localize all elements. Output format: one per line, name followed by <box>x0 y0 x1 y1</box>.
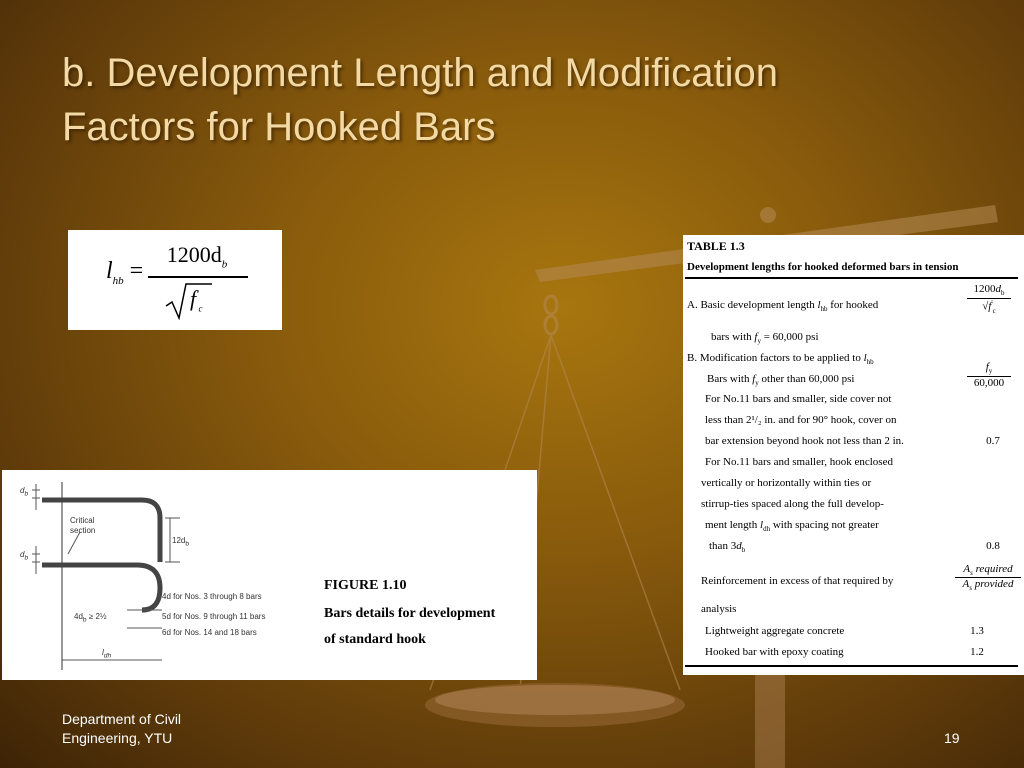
slide-title <box>62 46 962 154</box>
title-line-1: b. Development Length and Modification <box>62 51 779 95</box>
table-title: TABLE 1.3 <box>687 239 745 253</box>
row-b4-val-den-sym: A <box>962 578 970 591</box>
label-5db-note: 5d for Nos. 9 through 11 bars <box>162 612 266 621</box>
hook-drawing <box>2 470 312 680</box>
row-b <box>687 352 874 366</box>
row-b2-line-1: For No.11 bars and smaller, side cover not <box>705 393 892 405</box>
row-b3-line-4-pre: ment length <box>705 519 758 531</box>
row-b-symbol: l <box>863 352 867 364</box>
row-a-cont-pre: bars with <box>711 331 752 343</box>
row-b4-val-num-post: required <box>975 563 1013 575</box>
row-b4-val-num-sub: s <box>970 569 973 578</box>
figure-caption-line-3: of standard hook <box>324 632 426 647</box>
label-4db-note: 4d for Nos. 3 through 8 bars <box>162 592 262 601</box>
row-a-cont-fy-sub: y <box>757 337 761 346</box>
row-a-tail: for hooked <box>830 299 879 311</box>
row-b-symbol-sub: hb <box>866 358 874 367</box>
row-a-value: $1200d_b$ $√f'_c$ <box>959 283 1019 315</box>
row-a-label: A. Basic development length <box>687 299 815 311</box>
label-12db: 12d <box>172 536 186 545</box>
table-top-rule <box>685 277 1018 279</box>
row-b5-value: 1.3 <box>970 625 984 637</box>
figure-caption-line-2: Bars details for development <box>324 606 496 621</box>
row-b2-value: 0.7 <box>986 435 1000 447</box>
footer-line-1: Department of Civil <box>62 711 182 727</box>
row-b3-line-4-post: with spacing not greater <box>772 519 879 531</box>
formula-lhs-sub: hb <box>112 274 124 287</box>
row-b1-pre: Bars with <box>707 373 750 385</box>
row-a-cont-post: = 60,000 psi <box>763 331 819 343</box>
table-bottom-rule <box>685 665 1018 667</box>
row-a-val-den-sym: f <box>988 300 992 313</box>
label-6db-note: 6d for Nos. 14 and 18 bars <box>162 628 257 637</box>
fraction-bar <box>148 276 248 278</box>
row-b6-value: 1.2 <box>970 646 984 658</box>
row-b3-line-5 <box>709 540 745 554</box>
row-b-label: B. Modification factors to be applied to <box>687 352 861 364</box>
development-length-table <box>683 235 1024 675</box>
row-b3-line-4 <box>705 519 879 533</box>
square-root-sign <box>164 280 214 320</box>
formula-denominator-sub: c <box>198 303 203 314</box>
row-b1-val-num: f <box>985 361 989 373</box>
footer-department <box>62 710 181 748</box>
row-b3-line-5-sym: d <box>736 540 742 552</box>
row-b3-line-4-sub: dh <box>763 525 771 534</box>
row-b1-post: other than 60,000 psi <box>761 373 855 385</box>
row-b4-val-den-sub: s <box>969 584 972 593</box>
row-b2-line-2: less than 2¹/₂ in. and for 90° hook, cover on <box>705 414 897 426</box>
label-ldh-sub: dh <box>103 652 112 660</box>
row-b3-line-1: For No.11 bars and smaller, hook enclosed <box>705 456 893 468</box>
row-a-symbol-sub: hb <box>820 305 828 314</box>
row-b3-line-4-sym: l <box>760 519 764 531</box>
row-b3-line-5-pre: than 3 <box>709 540 737 552</box>
row-b1 <box>707 373 854 387</box>
row-a-cont-fy: f <box>754 331 758 343</box>
row-a-continued <box>711 331 819 345</box>
row-a-val-num-sym: d <box>995 283 1001 295</box>
row-b1-val-num-sub: y <box>988 367 993 376</box>
formula-numerator-sub: b <box>221 258 228 271</box>
row-a-val-den-prime: ' <box>991 299 993 308</box>
row-b2-line-3: bar extension beyond hook not less than 2 in. <box>705 435 904 447</box>
label-db-mid: d <box>20 550 25 559</box>
label-4db-min: 4d <box>74 612 83 621</box>
formula-lhs: l <box>106 258 113 284</box>
row-b3-line-5-sub: b <box>741 546 746 555</box>
footer-line-2: Engineering, YTU <box>62 730 173 746</box>
row-a-val-num: 1200 <box>973 283 996 295</box>
row-b3-line-3: stirrup-ties spaced along the full develop- <box>701 498 884 510</box>
title-line-2: Factors for Hooked Bars <box>62 105 496 149</box>
row-b4-val-num-sym: A <box>963 563 971 575</box>
row-b1-fy-sub: y <box>755 379 759 388</box>
row-b4-line-1: Reinforcement in excess of that required by <box>701 575 894 587</box>
row-b3-value: 0.8 <box>986 540 1000 552</box>
row-a-symbol: l <box>817 299 821 311</box>
label-critical: Critical <box>70 516 95 525</box>
page-number: 19 <box>944 730 960 746</box>
row-b1-fy: f <box>752 373 756 385</box>
row-b1-value <box>959 361 1019 389</box>
row-a-val-num-sub: b <box>1001 289 1005 298</box>
hook-detail-figure: $d_b$ $d_b$ Critical section $12d_b$ $4d_b$ ≥ 2½ 4d for Nos. 3 through 8 bars 5d for Nos. 9 through 11 bars 6d for Nos. 14 and 18 bars $l_{dh}$ FIGURE 1.10 Bars details for development of standard hook <box>2 470 537 680</box>
row-b4-val-den-post: provided <box>974 578 1014 591</box>
formula-numerator: 1200d <box>166 242 222 267</box>
row-a-val-den-sub: c <box>992 307 996 316</box>
figure-caption-line-1: FIGURE 1.10 <box>324 578 407 593</box>
row-b6-label: Hooked bar with epoxy coating <box>705 646 844 658</box>
development-length-formula: $l_{hb}$ = $1200d_b$ $f'_c$ <box>68 230 282 330</box>
label-ldh: l <box>102 648 104 657</box>
row-a <box>687 299 878 313</box>
label-section: section <box>70 526 96 535</box>
formula-denominator: f <box>190 286 197 311</box>
formula-denominator-prime: ' <box>196 288 199 301</box>
row-b1-val-den: 60,000 <box>967 376 1011 389</box>
row-b4-value <box>955 563 1021 592</box>
row-b5-label: Lightweight aggregate concrete <box>705 625 845 637</box>
row-b4-line-2: analysis <box>701 603 737 615</box>
table-caption: Development lengths for hooked deformed bars in tension <box>687 261 959 273</box>
label-db-top: d <box>20 486 25 495</box>
row-b3-line-2: vertically or horizontally within ties or <box>701 477 872 489</box>
